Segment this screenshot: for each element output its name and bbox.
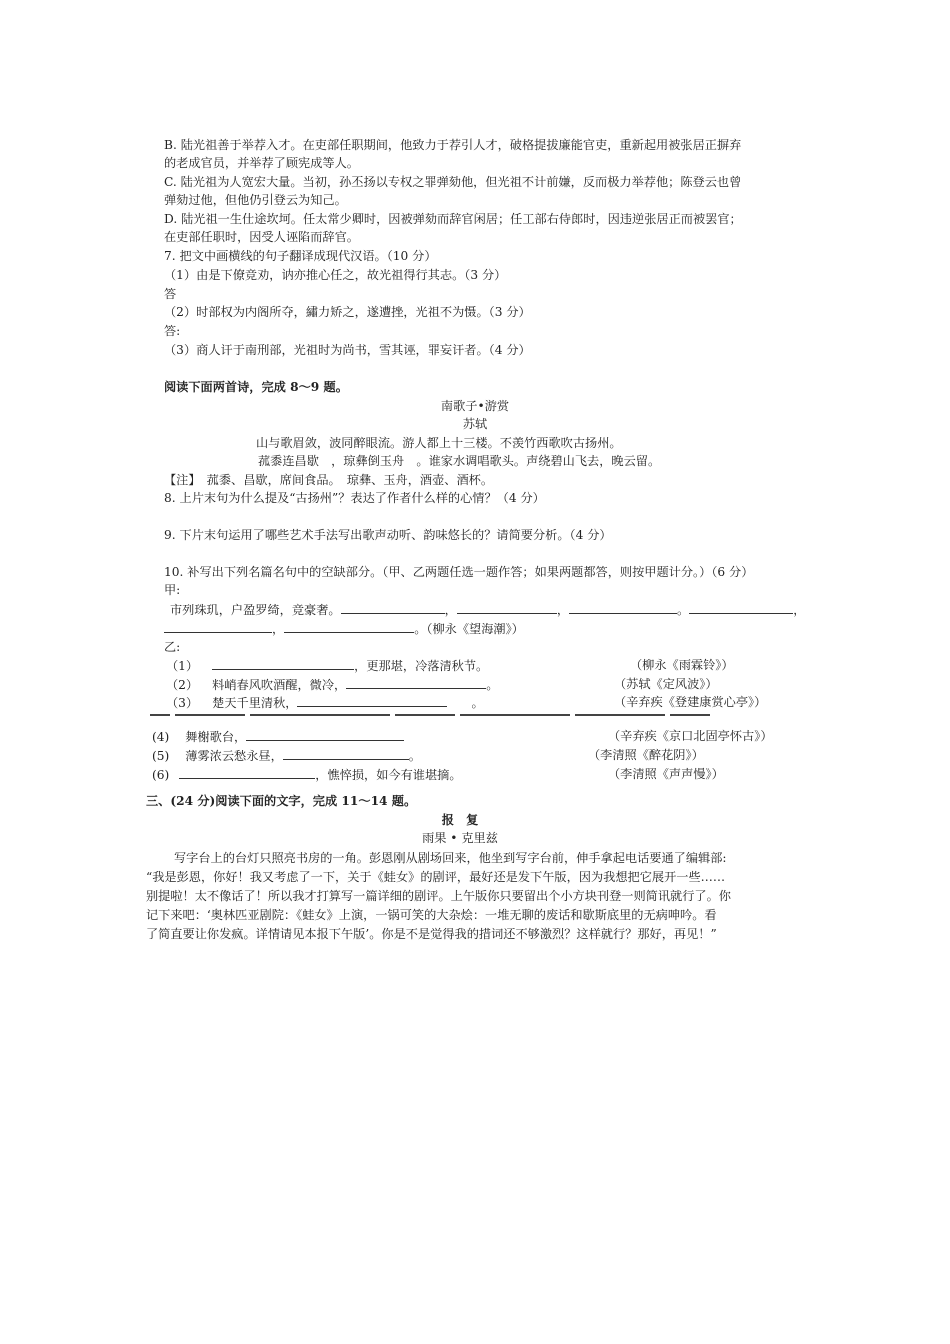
option-d-line2: 在吏部任职时，因受人诬陷而辞官。 [164,230,359,244]
poem-intro: 阅读下面两首诗，完成 8～9 题。 [164,380,348,394]
q10-jia-line-2 [164,620,524,637]
comma: ， [272,622,285,636]
q7-title: 7. 把文中画横线的句子翻译成现代汉语。（10 分） [164,249,437,263]
yi-item-3 [166,694,484,711]
answer-blank[interactable] [569,601,677,614]
answer-blank[interactable] [179,766,315,779]
answer-blank[interactable] [283,747,409,760]
option-c-line2: 弹劾过他，但他仍引登云为知己。 [164,193,347,207]
period: 。 [677,603,690,617]
yi-source-1: （柳永《雨霖铃》） [630,658,734,672]
comma: ， [793,603,806,617]
answer-blank[interactable] [246,728,404,741]
item-text: 。 [471,696,484,710]
yi-source-3: （辛弃疾《登建康赏心亭》） [614,695,767,709]
item-number: (4) [152,730,170,744]
yi-item-2 [166,676,498,693]
answer-blank[interactable] [341,601,445,614]
item-number: (5) [152,749,170,763]
poem-author: 苏轼 [462,417,488,431]
item-text: 。 [408,749,421,763]
answer-blank[interactable] [284,620,414,633]
answer-blank[interactable] [457,601,557,614]
q8-question: 8. 上片末句为什么提及“古扬州”？表达了作者什么样的心情？（4 分） [164,491,545,505]
jia-source: （柳永《望海潮》） [426,622,524,636]
section-3-heading: 三、(24 分)阅读下面的文字，完成 11～14 题。 [146,794,417,808]
answer-blank[interactable] [212,657,354,670]
yi-source-5: （李清照《醉花阴》） [588,748,704,762]
story-title: 报 复 [441,813,479,827]
option-c-line1: C. 陆光祖为人宽宏大量。当初，孙丕扬以专权之罪弹劾他，但光祖不计前嫌，反而极力举荐他；陈登云也曾 [164,175,742,189]
item-number: （1） [166,659,199,673]
q7-sentence-1: （1）由是下僚竞劝，讷亦推心任之，故光祖得行其志。（3 分） [164,268,507,282]
item-text: 舞榭歌台， [185,730,247,744]
yi-item-4 [152,728,404,745]
q10-jia-label: 甲: [164,583,181,597]
q10-title: 10. 补写出下列名篇名句中的空缺部分。（甲、乙两题任选一题作答；如果两题都答，则按甲题计分。）（6 分） [164,565,754,579]
item-text: ，憔悴损，如今有谁堪摘。 [315,768,462,782]
yi-item-1 [166,657,488,674]
q7-sentence-3: （3）商人讦于南刑部，光祖时为尚书，雪其诬，罪妄讦者。（4 分） [164,343,531,357]
poem-line-2: 菰黍连昌歇 ，琼彝倒玉舟 。谁家水调唱歌头。声绕碧山飞去，晚云留。 [258,454,661,468]
comma: ， [556,603,569,617]
item-text: 。 [486,678,499,692]
item-text: 料峭春风吹酒醒，微冷， [212,678,347,692]
item-text: ，更那堪，冷落清秋节。 [354,659,489,673]
story-paragraph-line-4: 记下来吧：‘奥林匹亚剧院：《蛙女》上演，一锅可笑的大杂烩：一堆无聊的废话和歇斯底里的无病呻吟。看 [146,908,717,922]
story-author: 雨果 • 克里兹 [422,831,498,845]
option-d-line1: D. 陆光祖一生仕途坎坷。任太常少卿时，因被弹劾而辞官闲居；任工部右侍郎时，因违逆张居正而被罢官； [164,212,742,226]
yi-item-5 [152,747,421,764]
answer-blank[interactable] [346,676,486,689]
item-number: （2） [166,678,199,692]
story-paragraph-line-5: 了简直要让你发疯。详情请见本报下午版’。你是不是觉得我的措词还不够激烈？这样就行？那好，再见！” [146,927,717,941]
story-paragraph-line-2: “我是彭恩，你好！我又考虑了一下，关于《蛙女》的剧评，最好还是发下午版，因为我想把它展开一些…… [146,870,726,884]
poem-title: 南歌子•游赏 [440,399,510,413]
yi-source-4: （辛弃疾《京口北固亭怀古》） [608,729,773,743]
scan-overlap-strip [150,712,780,720]
option-b-line2: 的老成官员，并举荐了顾宪成等人。 [164,156,359,170]
comma: ， [444,603,457,617]
answer-blank[interactable] [164,620,272,633]
q10-yi-label: 乙: [164,640,181,654]
yi-item-6 [152,766,462,783]
yi-source-6: （李清照《声声慢》） [608,767,724,781]
answer-blank[interactable] [297,694,447,707]
story-paragraph-line-3: 别提啦！太不像话了！所以我才打算写一篇详细的剧评。上午版你只要留出个小方块刊登一则简讯就行了。你 [146,889,731,903]
q9-question: 9. 下片末句运用了哪些艺术手法写出歌声动听、韵味悠长的？请简要分析。（4 分） [164,528,612,542]
q10-jia-line-1 [170,601,805,618]
poem-line-1: 山与歌眉敛，波同醉眼流。游人都上十三楼。不羡竹西歌吹古扬州。 [256,436,622,450]
option-b-line1: B. 陆光祖善于举荐入才。在吏部任职期间，他致力于荐引人才，破格提拔廉能官吏，重新起用被张居正摒弃 [164,138,742,152]
item-text: 楚天千里清秋， [212,696,298,710]
poem-note: 【注】 菰黍、昌歇，席间食品。 琼彝、玉舟，酒壶、酒杯。 [164,473,494,487]
story-paragraph-line-1: 写字台上的台灯只照亮书房的一角。彭恩刚从剧场回来，他坐到写字台前，伸手拿起电话要通了编辑部: [174,851,727,865]
item-text: 薄雾浓云愁永昼， [185,749,283,763]
item-number: （3） [166,696,199,710]
q7-answer-2: 答: [164,324,181,338]
jia-text: 市列珠玑，户盈罗绮，竞豪奢。 [170,603,341,617]
yi-source-2: （苏轼《定风波》） [614,677,718,691]
answer-blank[interactable] [689,601,793,614]
q7-sentence-2: （2）时部权为内阁所夺，繡力矫之，遂遭挫，光祖不为慑。（3 分） [164,305,531,319]
period: 。 [414,622,427,636]
item-number: (6) [152,768,170,782]
q7-answer-1: 答 [164,287,177,301]
